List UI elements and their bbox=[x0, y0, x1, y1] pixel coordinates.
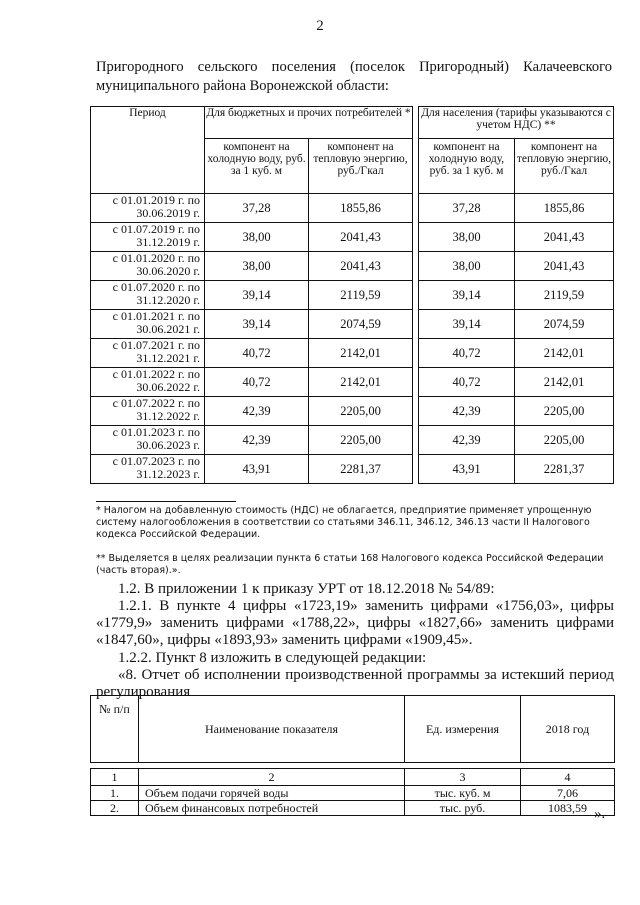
budget-water-cell: 37,28 bbox=[205, 194, 309, 223]
row-number: 1. bbox=[91, 786, 139, 801]
budget-heat-cell: 2142,01 bbox=[309, 339, 413, 368]
table-row bbox=[91, 455, 614, 484]
table-row bbox=[91, 223, 614, 252]
budget-water-cell: 39,14 bbox=[205, 310, 309, 339]
table-row bbox=[91, 252, 614, 281]
header-population: Для населения (тарифы указываются с учетом НДС) ** bbox=[419, 107, 614, 139]
table-row bbox=[91, 786, 615, 801]
population-heat-cell: 2041,43 bbox=[515, 252, 614, 281]
period-cell: с 01.07.2020 г. по 31.12.2020 г. bbox=[91, 281, 205, 310]
population-heat-cell: 2142,01 bbox=[515, 368, 614, 397]
footnote-tax-code: ** Выделяется в целях реализации пункта 6 статьи 168 Налогового кодекса Российской Федерации (часть вторая).». bbox=[96, 553, 604, 576]
period-cell: с 01.01.2021 г. по 30.06.2021 г. bbox=[91, 310, 205, 339]
population-water-cell: 38,00 bbox=[419, 252, 515, 281]
closing-quote: ». bbox=[594, 806, 606, 822]
column-number-3: 3 bbox=[405, 769, 521, 786]
budget-heat-cell: 2041,43 bbox=[309, 252, 413, 281]
header-year: 2018 год bbox=[521, 696, 615, 763]
paragraph-1-2: 1.2. В приложении 1 к приказу УРТ от 18.12.2018 № 54/89: bbox=[118, 581, 495, 597]
population-heat-cell: 2119,59 bbox=[515, 281, 614, 310]
tariff-table bbox=[90, 106, 614, 484]
period-cell: с 01.07.2022 г. по 31.12.2022 г. bbox=[91, 397, 205, 426]
budget-water-cell: 40,72 bbox=[205, 368, 309, 397]
population-water-cell: 38,00 bbox=[419, 223, 515, 252]
subheader-population-water: компонент на холодную воду, руб. за 1 куб. м bbox=[419, 139, 515, 194]
footnote-vat: * Налогом на добавленную стоимость (НДС) не облагается, предприятие применяет упрощенную систему налогообложения в соответствии со статьями 346.11, 346.12, 346.13 части II Налогового кодекса Российской Федерации. bbox=[96, 505, 592, 540]
value-cell: 1083,59 bbox=[521, 801, 615, 816]
population-water-cell: 39,14 bbox=[419, 281, 515, 310]
budget-heat-cell: 2074,59 bbox=[309, 310, 413, 339]
budget-water-cell: 42,39 bbox=[205, 426, 309, 455]
population-water-cell: 42,39 bbox=[419, 397, 515, 426]
table-row bbox=[91, 339, 614, 368]
budget-heat-cell: 2281,37 bbox=[309, 455, 413, 484]
population-heat-cell: 2281,37 bbox=[515, 455, 614, 484]
budget-heat-cell: 2205,00 bbox=[309, 397, 413, 426]
table-row bbox=[91, 801, 615, 816]
report-table bbox=[90, 695, 615, 816]
table-row bbox=[91, 397, 614, 426]
paragraph-1-2-2: 1.2.2. Пункт 8 изложить в следующей редакции: bbox=[118, 650, 427, 666]
table-row bbox=[91, 426, 614, 455]
budget-heat-cell: 2119,59 bbox=[309, 281, 413, 310]
paragraph-8-report-title: «8. Отчет об исполнении производственной программы за истекший период регулирования bbox=[96, 667, 614, 700]
period-cell: с 01.01.2023 г. по 30.06.2023 г. bbox=[91, 426, 205, 455]
footnote-divider bbox=[96, 501, 236, 502]
header-period: Период bbox=[91, 107, 205, 194]
column-number-4: 4 bbox=[521, 769, 615, 786]
budget-heat-cell: 2142,01 bbox=[309, 368, 413, 397]
population-heat-cell: 2041,43 bbox=[515, 223, 614, 252]
unit-cell: тыс. куб. м bbox=[405, 786, 521, 801]
population-heat-cell: 2142,01 bbox=[515, 339, 614, 368]
budget-heat-cell: 1855,86 bbox=[309, 194, 413, 223]
subheader-population-heat: компонент на тепловую энергию, руб./Гкал bbox=[515, 139, 614, 194]
population-heat-cell: 2205,00 bbox=[515, 426, 614, 455]
population-water-cell: 40,72 bbox=[419, 368, 515, 397]
page-number: 2 bbox=[316, 18, 324, 34]
period-cell: с 01.07.2021 г. по 31.12.2021 г. bbox=[91, 339, 205, 368]
population-heat-cell: 1855,86 bbox=[515, 194, 614, 223]
indicator-name: Объем финансовых потребностей bbox=[139, 801, 405, 816]
column-number-2: 2 bbox=[139, 769, 405, 786]
population-water-cell: 40,72 bbox=[419, 339, 515, 368]
table-row bbox=[91, 281, 614, 310]
table-row bbox=[91, 194, 614, 223]
budget-water-cell: 38,00 bbox=[205, 252, 309, 281]
row-number: 2. bbox=[91, 801, 139, 816]
intro-paragraph: Пригородного сельского поселения (поселок Пригородный) Калачеевского муниципального района Воронежской области: bbox=[96, 59, 612, 94]
value-cell: 7,06 bbox=[521, 786, 615, 801]
budget-water-cell: 38,00 bbox=[205, 223, 309, 252]
budget-heat-cell: 2041,43 bbox=[309, 223, 413, 252]
subheader-budget-water: компонент на холодную воду, руб. за 1 куб. м bbox=[205, 139, 309, 194]
column-number-1: 1 bbox=[91, 769, 139, 786]
header-unit: Ед. измерения bbox=[405, 696, 521, 763]
population-heat-cell: 2205,00 bbox=[515, 397, 614, 426]
budget-water-cell: 39,14 bbox=[205, 281, 309, 310]
header-number: № п/п bbox=[91, 696, 139, 763]
population-water-cell: 39,14 bbox=[419, 310, 515, 339]
unit-cell: тыс. руб. bbox=[405, 801, 521, 816]
table-row bbox=[91, 368, 614, 397]
period-cell: с 01.01.2022 г. по 30.06.2022 г. bbox=[91, 368, 205, 397]
indicator-name: Объем подачи горячей воды bbox=[139, 786, 405, 801]
subheader-budget-heat: компонент на тепловую энергию, руб./Гкал bbox=[309, 139, 413, 194]
budget-heat-cell: 2205,00 bbox=[309, 426, 413, 455]
header-budget-consumers: Для бюджетных и прочих потребителей * bbox=[205, 107, 413, 139]
period-cell: с 01.01.2020 г. по 30.06.2020 г. bbox=[91, 252, 205, 281]
population-water-cell: 43,91 bbox=[419, 455, 515, 484]
population-water-cell: 42,39 bbox=[419, 426, 515, 455]
header-indicator-name: Наименование показателя bbox=[139, 696, 405, 763]
paragraph-1-2-1: 1.2.1. В пункте 4 цифры «1723,19» заменить цифрами «1756,03», цифры «1779,9» заменить цифрами «1788,22», цифры «1827,66» заменить цифрами «1847,60», цифры «1893,93» заменить цифрами «1909,45». bbox=[96, 598, 614, 648]
budget-water-cell: 40,72 bbox=[205, 339, 309, 368]
table-row bbox=[91, 310, 614, 339]
period-cell: с 01.07.2023 г. по 31.12.2023 г. bbox=[91, 455, 205, 484]
period-cell: с 01.07.2019 г. по 31.12.2019 г. bbox=[91, 223, 205, 252]
population-heat-cell: 2074,59 bbox=[515, 310, 614, 339]
budget-water-cell: 43,91 bbox=[205, 455, 309, 484]
budget-water-cell: 42,39 bbox=[205, 397, 309, 426]
period-cell: с 01.01.2019 г. по 30.06.2019 г. bbox=[91, 194, 205, 223]
population-water-cell: 37,28 bbox=[419, 194, 515, 223]
